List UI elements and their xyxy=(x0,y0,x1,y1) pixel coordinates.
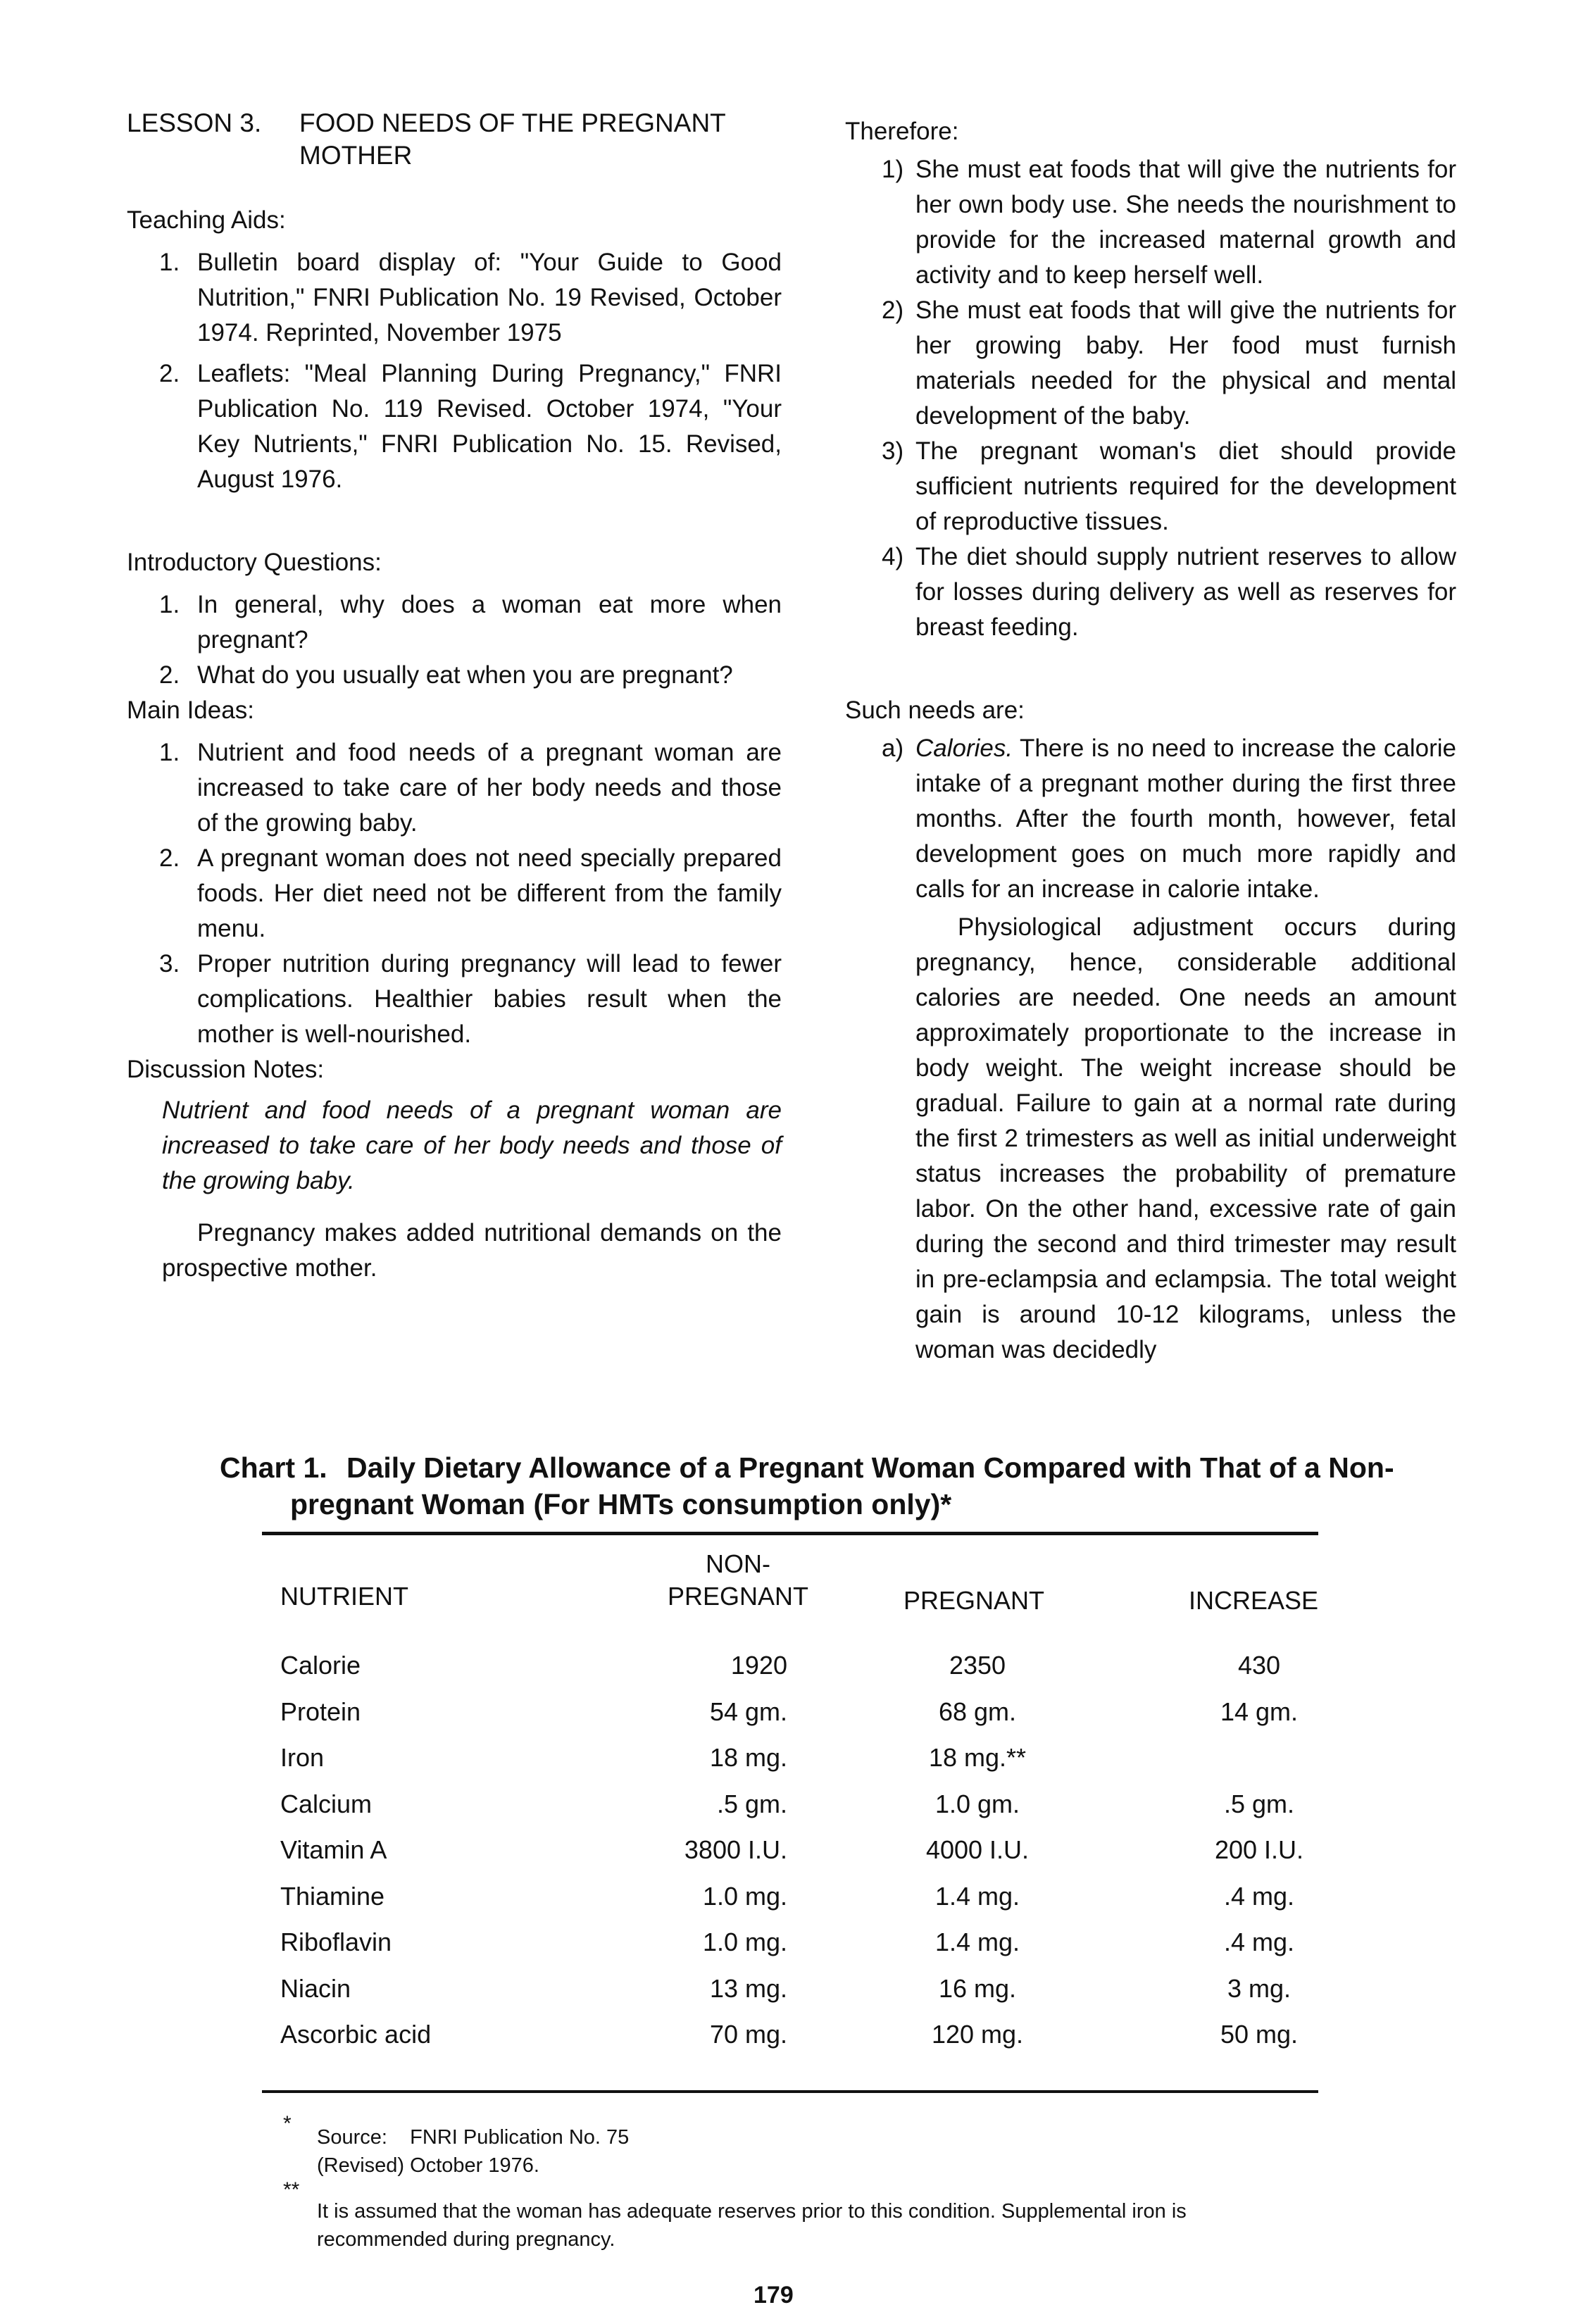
chart-title-line2: pregnant Woman (For HMTs consumption only)* xyxy=(290,1488,952,1520)
lesson-number: LESSON 3. xyxy=(127,108,262,137)
list-item: 2. Leaflets: "Meal Planning During Pregnancy," FNRI Publication No. 119 Revised. October 1974, "Your Key Nutrients," FNRI Publication No. 15. Revised, August 1976. xyxy=(159,360,782,493)
left-column xyxy=(127,107,782,1286)
list-item: 2. What do you usually eat when you are pregnant? xyxy=(159,661,733,689)
chart-title xyxy=(220,1449,1417,1523)
list-item: 3) The pregnant woman's diet should provide sufficient nutrients required for the development of reproductive tissues. xyxy=(882,437,1456,535)
list-item: 2. A pregnant woman does not need specially prepared foods. Her diet need not be different from the family menu. xyxy=(159,844,782,942)
header-nutrient: NUTRIENT xyxy=(280,1582,408,1611)
right-column xyxy=(845,114,1456,1368)
calories-term: Calories. xyxy=(915,735,1013,762)
calories-paragraph: Physiological adjustment occurs during pregnancy, hence, considerable additional calories are needed. One needs an amount approximately proportionate to the increase in body weight. The weight increase should be gradual. Failure to gain at a normal rate during the first 2 trimesters as well as initial underweight status increases the probability of premature labor. On the other hand, excessive rate of gain during the second and third trimester may result in pre-eclampsia and eclampsia. The total weight gain is around 10-12 kilograms, unless the woman was decidedly xyxy=(915,913,1456,1363)
table-row: Niacin 13 mg. 16 mg. 3 mg. xyxy=(280,1973,1292,2003)
table-bottom-rule xyxy=(262,2090,1318,2093)
list-item: a) Calories. There is no need to increase the calorie intake of a pregnant mother during the first three months. After the fourth month, however, fetal development goes on much more rapidly and calls for an increase in calorie intake. xyxy=(882,735,1456,903)
table-header xyxy=(280,1542,1337,1627)
lesson-title: FOOD NEEDS OF THE PREGNANT MOTHER xyxy=(299,108,726,170)
teaching-aids-label: Teaching Aids: xyxy=(127,206,286,234)
table-row: Protein 54 gm. 68 gm. 14 gm. xyxy=(280,1697,1299,1726)
such-needs-list xyxy=(845,731,1456,907)
table-row: Vitamin A 3800 I.U. 4000 I.U. 200 I.U. xyxy=(280,1835,1304,1864)
footnote-source: Source: FNRI Publication No. 75 (Revised) October 1976. xyxy=(317,2126,630,2177)
list-item: 1) She must eat foods that will give the nutrients for her own body use. She needs the nourishment to provide for the increased maternal growth and activity and to keep herself well. xyxy=(882,156,1456,289)
chart-label: Chart 1. xyxy=(220,1451,327,1484)
teaching-aids-list xyxy=(127,245,782,497)
table-row: Calorie 1920 2350 430 xyxy=(280,1651,1281,1680)
header-pregnant: PREGNANT xyxy=(903,1586,1045,1615)
introductory-questions-label: Introductory Questions: xyxy=(127,549,382,576)
list-item: 1. Bulletin board display of: "Your Guide to Good Nutrition," FNRI Publication No. 19 Revised, October 1974. Reprinted, November 1975 xyxy=(159,249,782,346)
main-ideas-list xyxy=(127,735,782,1052)
header-non-pregnant: NON- PREGNANT xyxy=(667,1549,809,1611)
list-item: 3. Proper nutrition during pregnancy will lead to fewer complications. Healthier babies result when the mother is well-nourished. xyxy=(159,950,782,1048)
table-row: Ascorbic acid 70 mg. 120 mg. 50 mg. xyxy=(280,2020,1299,2049)
list-item: 1. Nutrient and food needs of a pregnant woman are increased to take care of her body needs and those of the growing baby. xyxy=(159,739,782,837)
table-row: Riboflavin 1.0 mg. 1.4 mg. .4 mg. xyxy=(280,1928,1295,1956)
list-item: 4) The diet should supply nutrient reserves to allow for losses during delivery as well as reserves for breast feeding. xyxy=(882,543,1456,641)
table-top-rule xyxy=(262,1532,1318,1535)
discussion-paragraph: Pregnancy makes added nutritional demands on the prospective mother. xyxy=(162,1219,782,1282)
introductory-questions-list xyxy=(127,587,782,693)
discussion-notes-label: Discussion Notes: xyxy=(127,1056,325,1083)
header-increase: INCREASE xyxy=(1189,1586,1319,1615)
page-number: 179 xyxy=(753,2282,794,2309)
such-needs-label: Such needs are: xyxy=(845,696,1025,724)
therefore-label: Therefore: xyxy=(845,118,959,145)
main-ideas-label: Main Ideas: xyxy=(127,696,254,724)
footnote-marker-2: ** xyxy=(283,2178,300,2201)
table-row: Calcium .5 gm. 1.0 gm. .5 gm. xyxy=(280,1789,1295,1818)
table-row: Thiamine 1.0 mg. 1.4 mg. .4 mg. xyxy=(280,1881,1295,1911)
chart-title-line1: Daily Dietary Allowance of a Pregnant Woman Compared with That of a Non- xyxy=(346,1451,1394,1484)
footnote-marker-1: * xyxy=(283,2112,292,2135)
list-item: 1. In general, why does a woman eat more when pregnant? xyxy=(159,591,782,654)
lesson-heading xyxy=(127,107,782,172)
therefore-list xyxy=(845,152,1456,645)
table-row: Iron 18 mg. 18 mg.** xyxy=(280,1743,1027,1772)
allowance-table xyxy=(280,1542,1337,2063)
footnote-iron-note: It is assumed that the woman has adequate reserves prior to this condition. Supplemental iron is recommended during pregnancy. xyxy=(317,2200,1187,2251)
discussion-italic-text: Nutrient and food needs of a pregnant woman are increased to take care of her body needs and those of the growing baby. xyxy=(162,1097,782,1194)
list-item: 2) She must eat foods that will give the nutrients for her growing baby. Her food must furnish materials needed for the physical and mental development of the baby. xyxy=(882,296,1456,430)
table-body xyxy=(280,1648,1337,2063)
